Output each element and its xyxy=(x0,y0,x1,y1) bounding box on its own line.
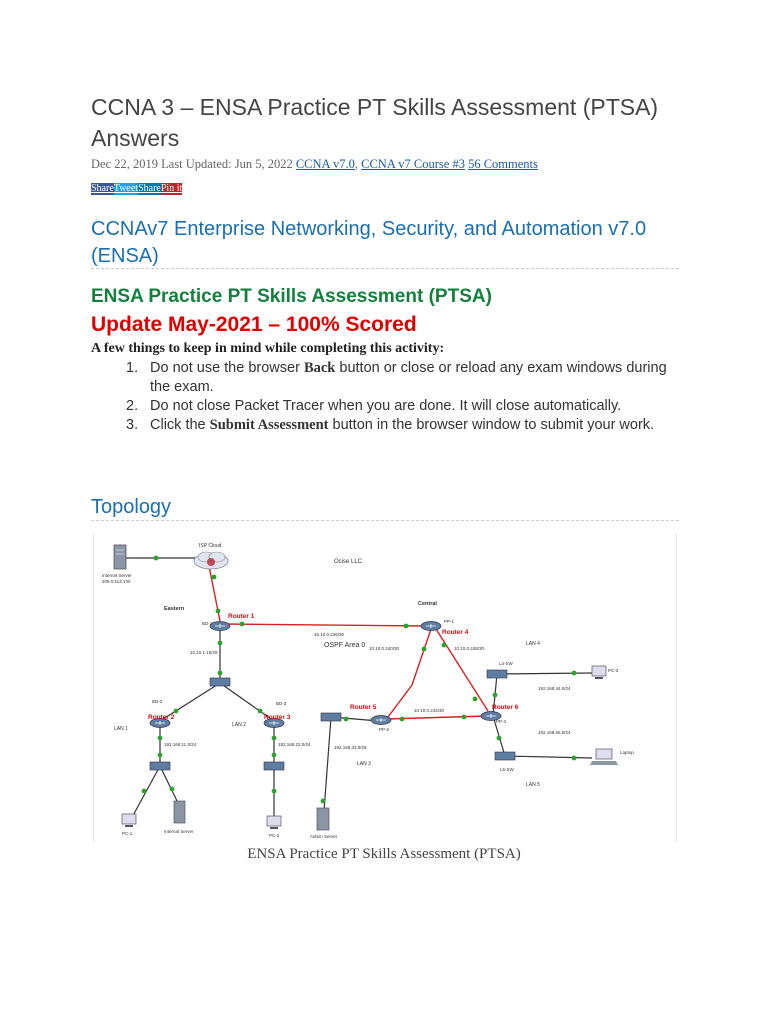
divider xyxy=(91,520,679,521)
link-l5sw-laptop xyxy=(505,756,592,758)
pp3-label: PP-3 xyxy=(496,719,507,724)
link-l4sw-pc3 xyxy=(497,673,592,674)
share-linkedin-button[interactable]: Share xyxy=(138,183,161,194)
net-r5-r6: 10.10.0.244/30 xyxy=(414,708,445,713)
net-lan1: 192.168.11.0/24 xyxy=(164,742,197,747)
course-heading: CCNAv7 Enterprise Networking, Security, and Automation v7.0 (ENSA) xyxy=(91,218,647,267)
net-r4-r5: 10.10.0.240/30 xyxy=(369,646,400,651)
router-icon xyxy=(371,716,391,725)
router-icon xyxy=(421,622,441,631)
post-meta xyxy=(91,157,538,172)
l4sw-label: L4-SW xyxy=(499,661,513,666)
switch-icon xyxy=(487,670,507,678)
tweet-button[interactable]: Tweet xyxy=(113,183,139,194)
instructions-list xyxy=(126,359,686,435)
lan3-label: LAN 3 xyxy=(357,761,371,767)
bd2-label: BD-2 xyxy=(152,699,163,704)
lan1-label: LAN 1 xyxy=(114,726,128,732)
pp2-label: PP-2 xyxy=(379,727,390,732)
category-link-course-3[interactable]: CCNA v7 Course #3 xyxy=(361,157,465,171)
router-icon xyxy=(210,622,230,631)
pc-icon xyxy=(122,814,136,827)
list-number: 3. xyxy=(126,417,139,433)
pc3-label: PC-3 xyxy=(608,668,619,673)
net-eastern: 10.10.1.16/29 xyxy=(190,650,218,655)
lan4-label: LAN 4 xyxy=(526,641,540,647)
central-label: Central xyxy=(418,601,437,607)
link-sw-internal xyxy=(160,766,179,805)
intro-text: A few things to keep in mind while completing this activity: xyxy=(91,341,445,356)
lan5-label: LAN 5 xyxy=(526,782,540,788)
list-item xyxy=(126,359,686,397)
list-number: 1. xyxy=(126,360,139,376)
internal-server-icon xyxy=(174,801,185,823)
bd1-label: BD-1 xyxy=(202,621,213,626)
figure-caption: ENSA Practice PT Skills Assessment (PTSA) xyxy=(247,846,521,862)
section-heading: ENSA Practice PT Skills Assessment (PTSA) xyxy=(91,286,492,307)
bd3-label: BD-3 xyxy=(276,701,287,706)
pin-it-button[interactable]: Pin it xyxy=(160,183,183,194)
step-emphasis: Back xyxy=(303,360,336,376)
link-sw-pc1 xyxy=(130,766,160,821)
list-number: 2. xyxy=(126,398,139,414)
update-heading: Update May-2021 – 100% Scored xyxy=(91,313,417,336)
net-lan3: 192.168.33.0/28 xyxy=(334,745,367,750)
internal-server-label: Internal Server xyxy=(164,829,194,834)
post-date: Dec 22, 2019 Last Updated: Jun 5, 2022 xyxy=(91,157,293,171)
router-1-label: Router 1 xyxy=(228,613,255,620)
step-text: Do not close Packet Tracer when you are done. It will close automatically. xyxy=(150,398,622,414)
isp-cloud-label: ISP Cloud xyxy=(199,543,222,549)
list-item xyxy=(126,416,686,435)
list-item xyxy=(126,397,686,416)
page-title: CCNA 3 – ENSA Practice PT Skills Assessment (PTSA) Answers xyxy=(91,94,659,151)
eastern-label: Eastern xyxy=(164,606,185,612)
link-r4-r5 xyxy=(388,629,431,717)
router-3-label: Router 3 xyxy=(264,714,291,721)
internet-server-label: Internet Server xyxy=(102,573,132,578)
switch-icon xyxy=(321,713,341,721)
pc1-label: PC-1 xyxy=(122,831,133,836)
admin-server-label: Admin Server xyxy=(310,834,338,839)
switch-icon xyxy=(264,762,284,770)
pc2-label: PC-2 xyxy=(269,833,280,838)
topology-diagram xyxy=(94,533,676,842)
pp1-label: PP-1 xyxy=(444,619,455,624)
step-text: Click the xyxy=(150,417,210,433)
net-r1-r4: 10.10.0.236/30 xyxy=(314,632,345,637)
net-r4-r6: 10.10.0.248/30 xyxy=(454,646,485,651)
step-emphasis: Submit Assessment xyxy=(209,417,329,433)
switch-icon xyxy=(150,762,170,770)
meta-separator: , xyxy=(354,157,358,171)
switch-icon xyxy=(495,752,515,760)
share-facebook-button[interactable]: Share xyxy=(91,183,114,194)
link-r1-r4 xyxy=(224,624,427,626)
category-link-ccna-v7[interactable]: CCNA v7.0 xyxy=(295,157,355,171)
net-lan2: 192.168.22.0/24 xyxy=(278,742,311,747)
lan2-label: LAN 2 xyxy=(232,722,246,728)
internet-server-ip: 209.0.113.100 xyxy=(102,579,131,584)
laptop-label: Laptop xyxy=(620,750,634,755)
net-lan5: 192.168.55.0/24 xyxy=(538,730,571,735)
net-lan4: 192.168.44.0/24 xyxy=(538,686,571,691)
pc-icon xyxy=(592,666,606,679)
topology-heading: Topology xyxy=(91,496,172,518)
step-text: button in the browser window to submit your work. xyxy=(328,417,655,433)
l5sw-label: L5-SW xyxy=(500,767,514,772)
laptop-icon xyxy=(590,749,618,765)
link-r4-r6 xyxy=(436,629,488,711)
comments-link[interactable]: 56 Comments xyxy=(468,157,538,171)
router-2-label: Router 2 xyxy=(148,714,175,721)
topology-figure xyxy=(93,533,677,842)
share-bar xyxy=(91,183,182,195)
ospf-area-label: OSPF Area 0 xyxy=(324,642,366,649)
switch-icon xyxy=(210,678,230,686)
internet-server-icon xyxy=(114,545,126,569)
isp-cloud-icon xyxy=(194,552,228,569)
step-text: Do not use the browser xyxy=(150,360,304,376)
step-text: button or close or reload any exam windows during the exam. xyxy=(150,360,667,395)
router-4-label: Router 4 xyxy=(442,629,469,636)
divider xyxy=(91,268,679,269)
admin-server-icon xyxy=(317,808,329,830)
pc-icon xyxy=(267,816,281,829)
org-label: Ocise LLC xyxy=(334,559,363,565)
router-5-label: Router 5 xyxy=(350,704,377,711)
router-6-label: Router 6 xyxy=(492,704,519,711)
